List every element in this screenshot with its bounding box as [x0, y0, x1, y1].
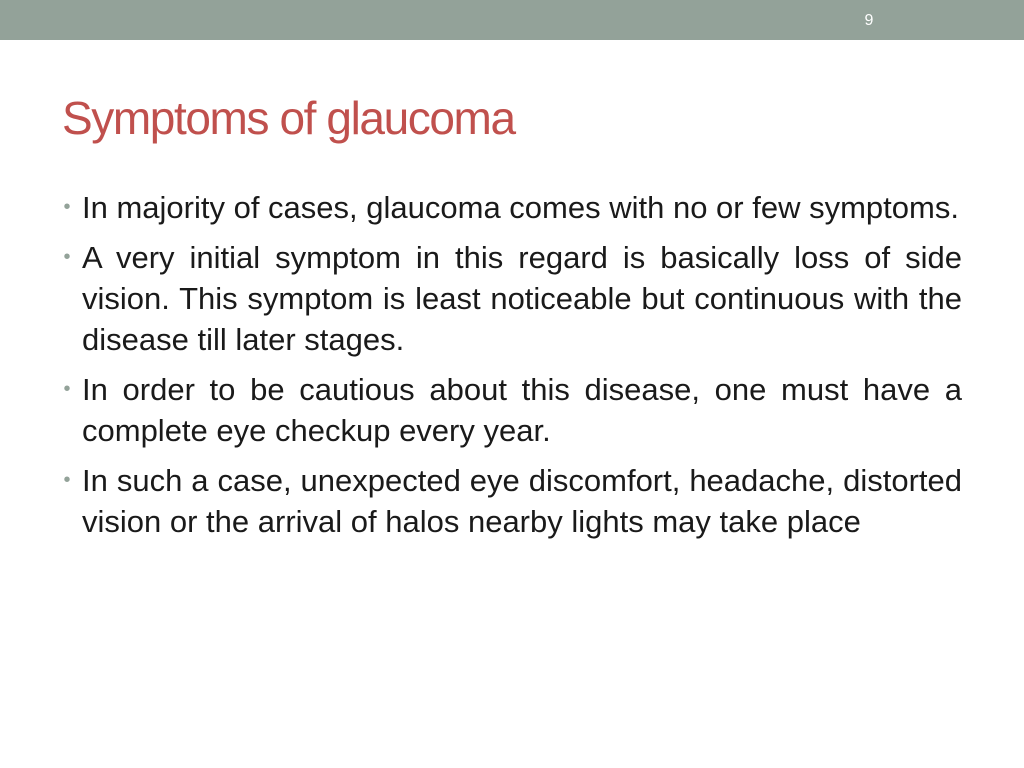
bullet-icon: •: [63, 378, 71, 400]
bullet-text: In order to be cautious about this disease, one must have a complete eye checkup every year.: [82, 372, 962, 448]
slide-number: 9: [864, 12, 874, 29]
bullet-text: A very initial symptom in this regard is basically loss of side vision. This symptom is least noticeable but continuous with the disease till later stages.: [82, 240, 962, 357]
bullet-icon: •: [63, 469, 71, 491]
bullet-item: [58, 369, 962, 451]
bullet-item: [58, 187, 962, 228]
bullet-list: [58, 187, 962, 551]
bullet-item: [58, 237, 962, 360]
slide-title: Symptoms of glaucoma: [62, 92, 515, 144]
header-bar: [0, 0, 1024, 40]
bullet-icon: •: [63, 246, 71, 268]
bullet-item: [58, 460, 962, 542]
bullet-icon: •: [63, 196, 71, 218]
bullet-text: In such a case, unexpected eye discomfort, headache, distorted vision or the arrival of halos nearby lights may take place: [82, 463, 962, 539]
bullet-text: In majority of cases, glaucoma comes with no or few symptoms.: [82, 190, 959, 225]
